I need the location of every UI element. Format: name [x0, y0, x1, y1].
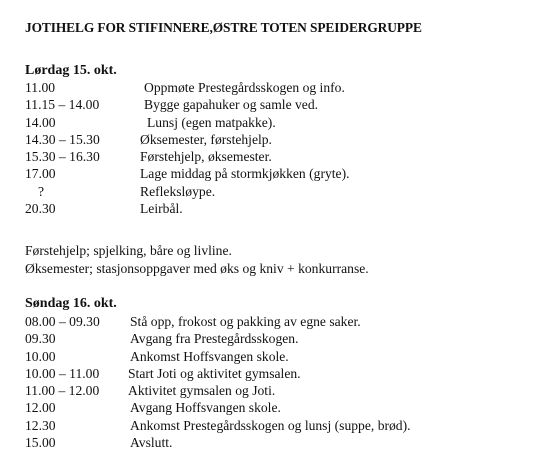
schedule-description: Ankomst Prestegårdsskogen og lunsj (suppe, brød).	[130, 417, 411, 433]
schedule-row	[25, 114, 525, 131]
schedule-time: 09.30	[25, 331, 56, 347]
saturday-schedule	[25, 79, 525, 217]
schedule-description: Bygge gapahuker og samle ved.	[144, 97, 319, 113]
schedule-description: Leirbål.	[140, 201, 183, 217]
sunday-heading: Søndag 16. okt.	[25, 296, 117, 311]
schedule-row	[25, 330, 525, 347]
schedule-time: 10.00 – 11.00	[25, 365, 100, 381]
schedule-time: 10.00	[25, 348, 56, 364]
schedule-row	[25, 79, 525, 96]
schedule-row	[25, 417, 525, 434]
schedule-row	[25, 183, 525, 200]
schedule-row	[25, 165, 525, 182]
schedule-row	[25, 365, 525, 382]
schedule-time: 15.30 – 16.30	[25, 149, 100, 165]
schedule-description: Øksemester, førstehjelp.	[140, 131, 272, 147]
schedule-description: Avslutt.	[130, 435, 173, 451]
note-line: Øksemester; stasjonsoppgaver med øks og kniv + konkurranse.	[25, 260, 369, 276]
schedule-time: 11.00	[25, 80, 56, 95]
schedule-time: 08.00 – 09.30	[25, 314, 100, 329]
schedule-time: 11.00 – 12.00	[25, 383, 100, 399]
schedule-row	[25, 434, 525, 451]
schedule-description: Førstehjelp, øksemester.	[140, 149, 272, 165]
note-line: Førstehjelp; spjelking, båre og livline.	[25, 243, 232, 258]
schedule-row	[25, 96, 525, 113]
schedule-row	[25, 399, 525, 416]
schedule-description: Lage middag på stormkjøkken (gryte).	[140, 166, 350, 182]
schedule-description: Avgang fra Prestegårdsskogen.	[130, 331, 299, 347]
schedule-description: Refleksløype.	[140, 183, 216, 199]
schedule-row	[25, 200, 525, 217]
schedule-time: 15.00	[25, 435, 56, 451]
schedule-row	[25, 313, 525, 330]
schedule-time: 12.00	[25, 400, 56, 416]
schedule-description: Avgang Hoffsvangen skole.	[130, 400, 281, 416]
schedule-row	[25, 382, 525, 399]
sunday-schedule	[25, 313, 525, 451]
schedule-description: Stå opp, frokost og pakking av egne saker.	[130, 314, 361, 329]
schedule-time: 12.30	[25, 417, 56, 433]
schedule-description: Start Joti og aktivitet gymsalen.	[128, 365, 301, 381]
schedule-time: 11.15 – 14.00	[25, 97, 100, 113]
schedule-time: 14.00	[25, 114, 56, 130]
schedule-time: ?	[38, 183, 45, 199]
schedule-time: 20.30	[25, 201, 56, 217]
schedule-description: Oppmøte Prestegårdsskogen og info.	[144, 80, 345, 95]
schedule-row	[25, 348, 525, 365]
schedule-time: 14.30 – 15.30	[25, 131, 100, 147]
schedule-time: 17.00	[25, 166, 56, 182]
schedule-description: Ankomst Hoffsvangen skole.	[130, 348, 289, 364]
schedule-row	[25, 148, 525, 165]
saturday-heading: Lørdag 15. okt.	[25, 63, 117, 78]
document-title: JOTIHELG FOR STIFINNERE,ØSTRE TOTEN SPEIDERGRUPPE	[25, 20, 422, 35]
notes-section	[25, 242, 369, 277]
schedule-description: Aktivitet gymsalen og Joti.	[128, 383, 276, 399]
schedule-description: Lunsj (egen matpakke).	[147, 114, 276, 130]
schedule-row	[25, 131, 525, 148]
